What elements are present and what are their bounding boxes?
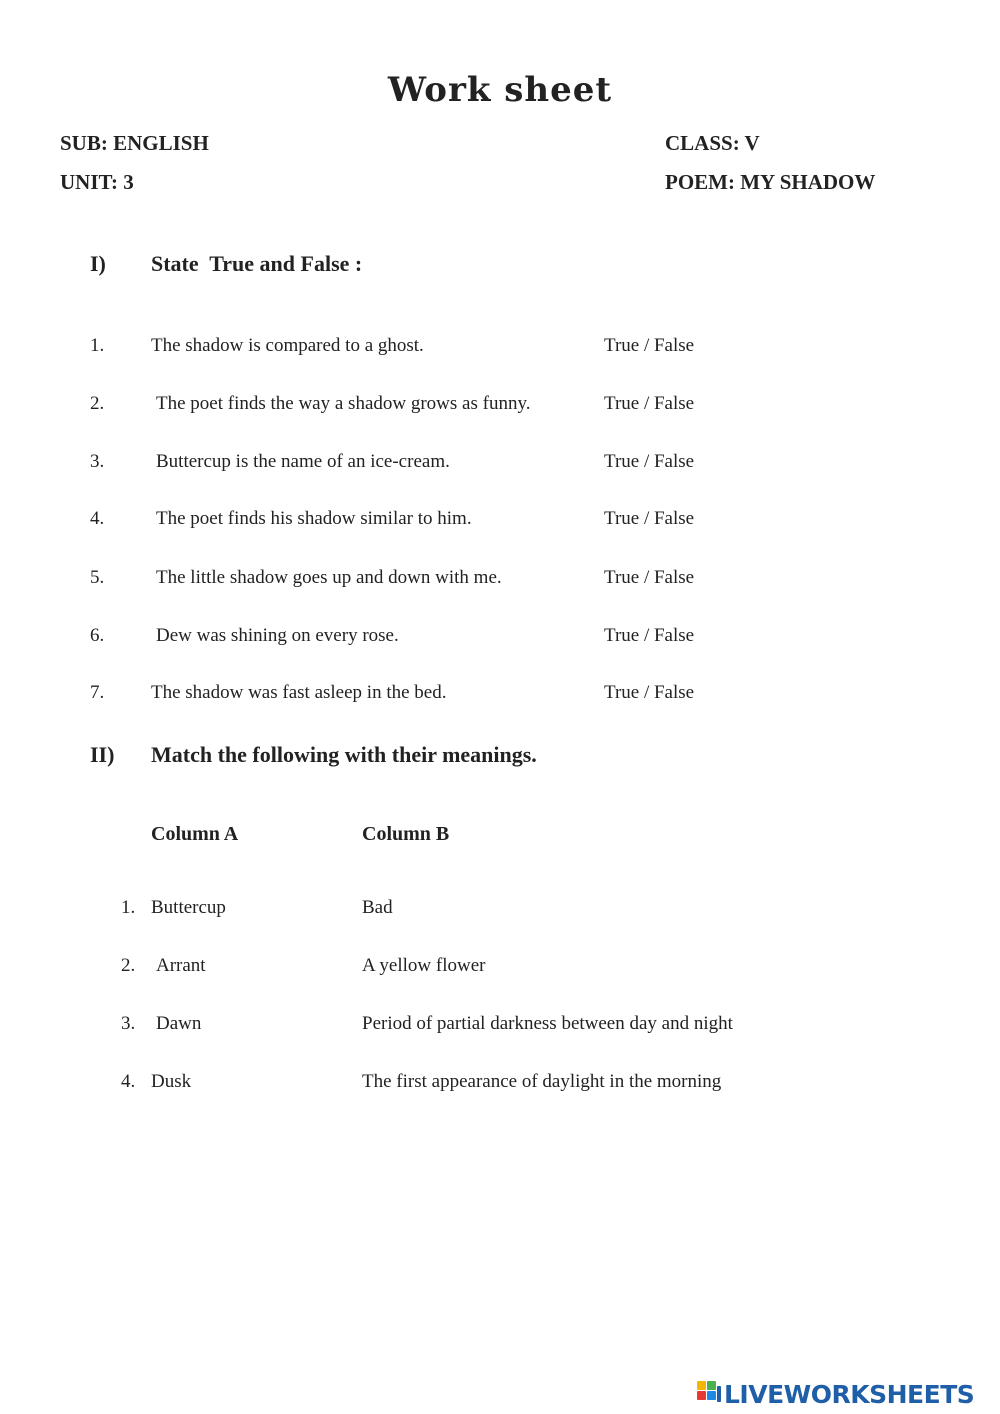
tf-item-statement: The shadow was fast asleep in the bed. bbox=[151, 682, 447, 703]
match-meaning[interactable]: Bad bbox=[362, 897, 393, 918]
tf-item-number: 2. bbox=[90, 393, 105, 414]
tf-item-number: 5. bbox=[90, 567, 105, 588]
tf-item-number: 6. bbox=[90, 625, 105, 646]
tf-item-answer[interactable]: True / False bbox=[604, 625, 695, 646]
liveworksheets-logo-text: LIVEWORKSHEETS bbox=[724, 1379, 975, 1409]
tf-item-number: 1. bbox=[90, 335, 105, 356]
tf-item-answer[interactable]: True / False bbox=[604, 508, 695, 529]
tf-item-answer[interactable]: True / False bbox=[604, 393, 695, 414]
section1-number: I) bbox=[90, 251, 106, 276]
class-label: CLASS: V bbox=[665, 131, 760, 155]
match-meaning[interactable]: The first appearance of daylight in the morning bbox=[362, 1071, 722, 1092]
match-meaning[interactable]: A yellow flower bbox=[362, 955, 486, 976]
match-meaning[interactable]: Period of partial darkness between day and night bbox=[362, 1013, 733, 1034]
tf-item-number: 3. bbox=[90, 451, 105, 472]
tf-item-number: 7. bbox=[90, 682, 105, 703]
match-term: Arrant bbox=[156, 955, 206, 976]
subject-label: SUB: ENGLISH bbox=[60, 131, 209, 155]
tf-item-statement: The shadow is compared to a ghost. bbox=[151, 335, 424, 356]
match-term: Dawn bbox=[156, 1013, 202, 1034]
tf-item-statement: Dew was shining on every rose. bbox=[156, 625, 399, 646]
match-row-number: 4. bbox=[121, 1071, 136, 1092]
column-a-header: Column A bbox=[151, 823, 239, 845]
poem-label: POEM: MY SHADOW bbox=[665, 170, 876, 194]
tf-item-statement: The little shadow goes up and down with me. bbox=[156, 567, 502, 588]
tf-item-number: 4. bbox=[90, 508, 105, 529]
match-term: Buttercup bbox=[151, 897, 226, 918]
match-term: Dusk bbox=[151, 1071, 192, 1092]
tf-item-answer[interactable]: True / False bbox=[604, 682, 695, 703]
liveworksheets-logo bbox=[697, 1374, 974, 1414]
tf-item-statement: The poet finds his shadow similar to him. bbox=[156, 508, 472, 529]
column-b-header: Column B bbox=[362, 823, 450, 845]
match-row-number: 3. bbox=[121, 1013, 136, 1034]
section1-heading: State True and False : bbox=[151, 251, 363, 276]
section2-number: II) bbox=[90, 742, 115, 767]
tf-item-answer[interactable]: True / False bbox=[604, 451, 695, 472]
liveworksheets-logo-icon bbox=[697, 1381, 721, 1407]
section2-heading: Match the following with their meanings. bbox=[151, 742, 537, 767]
unit-label: UNIT: 3 bbox=[60, 170, 134, 194]
tf-item-statement: The poet finds the way a shadow grows as funny. bbox=[156, 393, 531, 414]
page-title: Work sheet bbox=[387, 70, 613, 110]
match-row-number: 2. bbox=[121, 955, 136, 976]
tf-item-answer[interactable]: True / False bbox=[604, 567, 695, 588]
tf-item-statement: Buttercup is the name of an ice-cream. bbox=[156, 451, 450, 472]
match-row-number: 1. bbox=[121, 897, 136, 918]
tf-item-answer[interactable]: True / False bbox=[604, 335, 695, 356]
